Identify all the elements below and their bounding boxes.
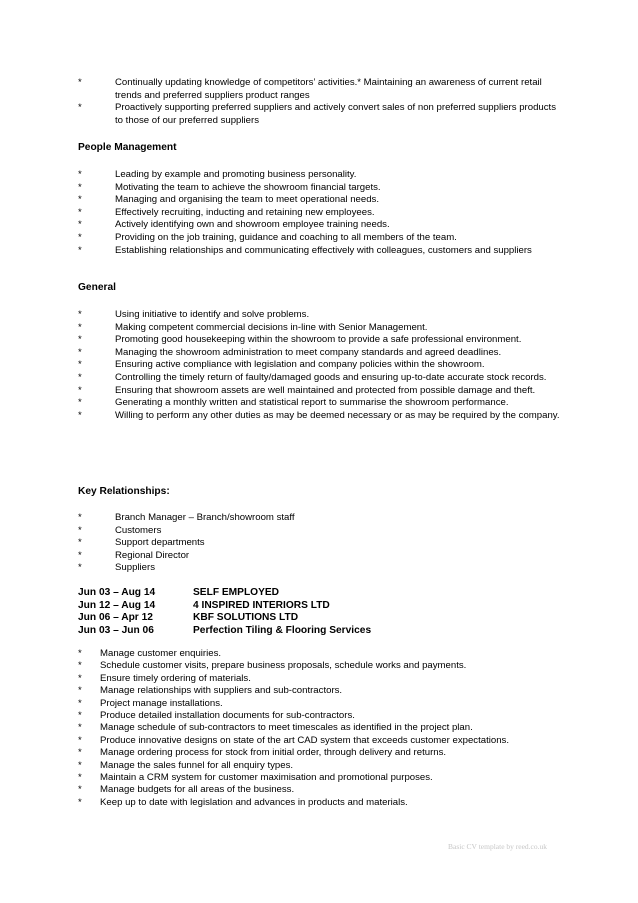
bullet-text: Support departments (115, 537, 205, 549)
bullet-item (78, 410, 562, 423)
bullet-item (78, 347, 562, 360)
bullet-text: Regional Director (115, 549, 190, 561)
bullet-item (78, 673, 562, 685)
bullet-marker: * (78, 537, 82, 549)
bullet-marker: * (78, 648, 82, 659)
bullet-text: Making competent commercial decisions in-line with Senior Management. (115, 321, 428, 333)
bullet-item (78, 550, 562, 563)
key-relationships-list (78, 512, 562, 575)
bullet-marker: * (78, 697, 82, 709)
bullet-item (78, 219, 562, 232)
bullet-text: Effectively recruiting, inducting and retaining new employees. (115, 206, 375, 218)
bullet-text: Proactively supporting preferred suppliers and actively convert sales of non preferred suppliers products to those of our preferred suppliers (115, 102, 557, 126)
job-row (78, 600, 562, 613)
bullet-text: Promoting good housekeeping within the showroom to provide a safe professional environment. (115, 334, 522, 346)
job-row (78, 587, 562, 600)
bullet-item (78, 77, 562, 102)
bullet-item (78, 207, 562, 220)
bullet-marker: * (78, 747, 82, 759)
bullet-item (78, 648, 562, 660)
bullet-text: Willing to perform any other duties as may be deemed necessary or as may be required by the company. (115, 409, 560, 421)
bullet-marker: * (78, 722, 82, 734)
bullet-text: Leading by example and promoting business personality. (115, 169, 357, 180)
job-duties-list (78, 648, 562, 809)
bullet-text: Customers (115, 524, 162, 536)
bullet-text: Project manage installations. (100, 697, 223, 709)
bullet-item (78, 232, 562, 245)
bullet-marker: * (78, 562, 82, 574)
bullet-marker: * (78, 734, 82, 746)
job-title: SELF EMPLOYED (193, 587, 280, 598)
bullet-marker: * (78, 409, 82, 421)
bullet-item (78, 722, 562, 734)
bullet-item (78, 182, 562, 195)
bullet-marker: * (78, 685, 82, 697)
bullet-item (78, 660, 562, 672)
bullet-item (78, 760, 562, 772)
bullet-text: Using initiative to identify and solve problems. (115, 309, 310, 320)
bullet-marker: * (78, 346, 82, 358)
bullet-marker: * (78, 169, 82, 180)
bullet-item (78, 359, 562, 372)
bullet-item (78, 102, 562, 127)
bullet-text: Managing the showroom administration to meet company standards and agreed deadlines. (115, 346, 502, 358)
bullet-text: Manage ordering process for stock from initial order, through delivery and returns. (100, 747, 447, 759)
bullet-marker: * (78, 219, 82, 231)
bullet-marker: * (78, 194, 82, 206)
general-list (78, 309, 562, 422)
job-row (78, 625, 562, 638)
bullet-item (78, 245, 562, 258)
bullet-marker: * (78, 371, 82, 383)
section-heading-key-relationships: Key Relationships: (78, 486, 170, 497)
bullet-text: Establishing relationships and communicating effectively with colleagues, customers and suppliers (115, 244, 532, 256)
bullet-text: Managing and organising the team to meet operational needs. (115, 194, 380, 206)
job-title: Perfection Tiling & Flooring Services (193, 624, 372, 636)
bullet-text: Continually updating knowledge of competitors’ activities.* Maintaining an awareness of current retail trends and preferred suppliers product ranges (115, 77, 542, 101)
employment-history (78, 587, 562, 637)
bullet-text: Produce detailed installation documents for sub-contractors. (100, 710, 355, 722)
bullet-marker: * (78, 206, 82, 218)
bullet-marker: * (78, 672, 82, 684)
bullet-marker: * (78, 784, 82, 796)
bullet-text: Produce innovative designs on state of the art CAD system that exceeds customer expectations. (100, 734, 510, 746)
bullet-text: Branch Manager – Branch/showroom staff (115, 512, 295, 523)
bullet-item (78, 562, 562, 575)
bullet-item (78, 512, 562, 525)
bullet-marker: * (78, 77, 82, 88)
bullet-text: Ensure timely ordering of materials. (100, 672, 251, 684)
bullet-item (78, 747, 562, 759)
bullet-text: Controlling the timely return of faulty/damaged goods and ensuring up-to-date accurate stock records. (115, 371, 547, 383)
bullet-item (78, 537, 562, 550)
bullet-marker: * (78, 384, 82, 396)
bullet-text: Generating a monthly written and statistical report to summarise the showroom performance. (115, 397, 509, 409)
bullet-marker: * (78, 102, 82, 114)
bullet-item (78, 710, 562, 722)
bullet-item (78, 322, 562, 335)
bullet-item (78, 397, 562, 410)
bullet-text: Keep up to date with legislation and advances in products and materials. (100, 796, 408, 808)
bullet-text: Ensuring active compliance with legislation and company policies within the showroom. (115, 359, 485, 371)
bullet-marker: * (78, 710, 82, 722)
job-dates: Jun 03 – Jun 06 (78, 624, 154, 636)
bullet-text: Maintain a CRM system for customer maximisation and promotional purposes. (100, 772, 433, 784)
people-management-list (78, 169, 562, 257)
bullet-marker: * (78, 359, 82, 371)
job-row (78, 612, 562, 625)
bullet-marker: * (78, 772, 82, 784)
bullet-item (78, 334, 562, 347)
bullet-text: Manage customer enquiries. (100, 648, 222, 659)
bullet-item (78, 194, 562, 207)
bullet-marker: * (78, 309, 82, 320)
bullet-text: Schedule customer visits, prepare business proposals, schedule works and payments. (100, 660, 467, 672)
job-dates: Jun 12 – Aug 14 (78, 599, 156, 611)
bullet-text: Providing on the job training, guidance and coaching to all members of the team. (115, 231, 457, 243)
job-dates: Jun 03 – Aug 14 (78, 587, 156, 598)
bullet-marker: * (78, 321, 82, 333)
bullet-item (78, 735, 562, 747)
bullet-item (78, 797, 562, 809)
bullet-marker: * (78, 524, 82, 536)
bullet-marker: * (78, 660, 82, 672)
job-title: KBF SOLUTIONS LTD (193, 612, 299, 624)
bullet-text: Manage budgets for all areas of the business. (100, 784, 295, 796)
footer-watermark: Basic CV template by reed.co.uk (448, 842, 548, 851)
bullet-item (78, 685, 562, 697)
section-heading-people-management: People Management (78, 142, 177, 153)
section-heading-general: General (78, 282, 116, 293)
bullet-text: Manage the sales funnel for all enquiry types. (100, 759, 294, 771)
bullet-item (78, 525, 562, 538)
bullet-marker: * (78, 549, 82, 561)
bullet-marker: * (78, 512, 82, 523)
job-dates: Jun 06 – Apr 12 (78, 612, 153, 624)
bullet-marker: * (78, 334, 82, 346)
bullet-item (78, 169, 562, 182)
bullet-item (78, 309, 562, 322)
bullet-text: Motivating the team to achieve the showroom financial targets. (115, 181, 381, 193)
bullet-item (78, 772, 562, 784)
bullet-item (78, 385, 562, 398)
bullet-marker: * (78, 181, 82, 193)
bullet-text: Manage relationships with suppliers and sub-contractors. (100, 685, 343, 697)
bullet-item (78, 698, 562, 710)
bullet-marker: * (78, 759, 82, 771)
bullet-marker: * (78, 796, 82, 808)
intro-bullets (78, 77, 562, 127)
bullet-text: Manage schedule of sub-contractors to meet timescales as identified in the project plan. (100, 722, 473, 734)
bullet-marker: * (78, 397, 82, 409)
bullet-text: Suppliers (115, 562, 155, 574)
job-title: 4 INSPIRED INTERIORS LTD (193, 599, 330, 611)
bullet-item (78, 784, 562, 796)
bullet-marker: * (78, 244, 82, 256)
bullet-marker: * (78, 231, 82, 243)
bullet-text: Actively identifying own and showroom employee training needs. (115, 219, 390, 231)
bullet-item (78, 372, 562, 385)
bullet-text: Ensuring that showroom assets are well maintained and protected from possible damage and theft. (115, 384, 536, 396)
